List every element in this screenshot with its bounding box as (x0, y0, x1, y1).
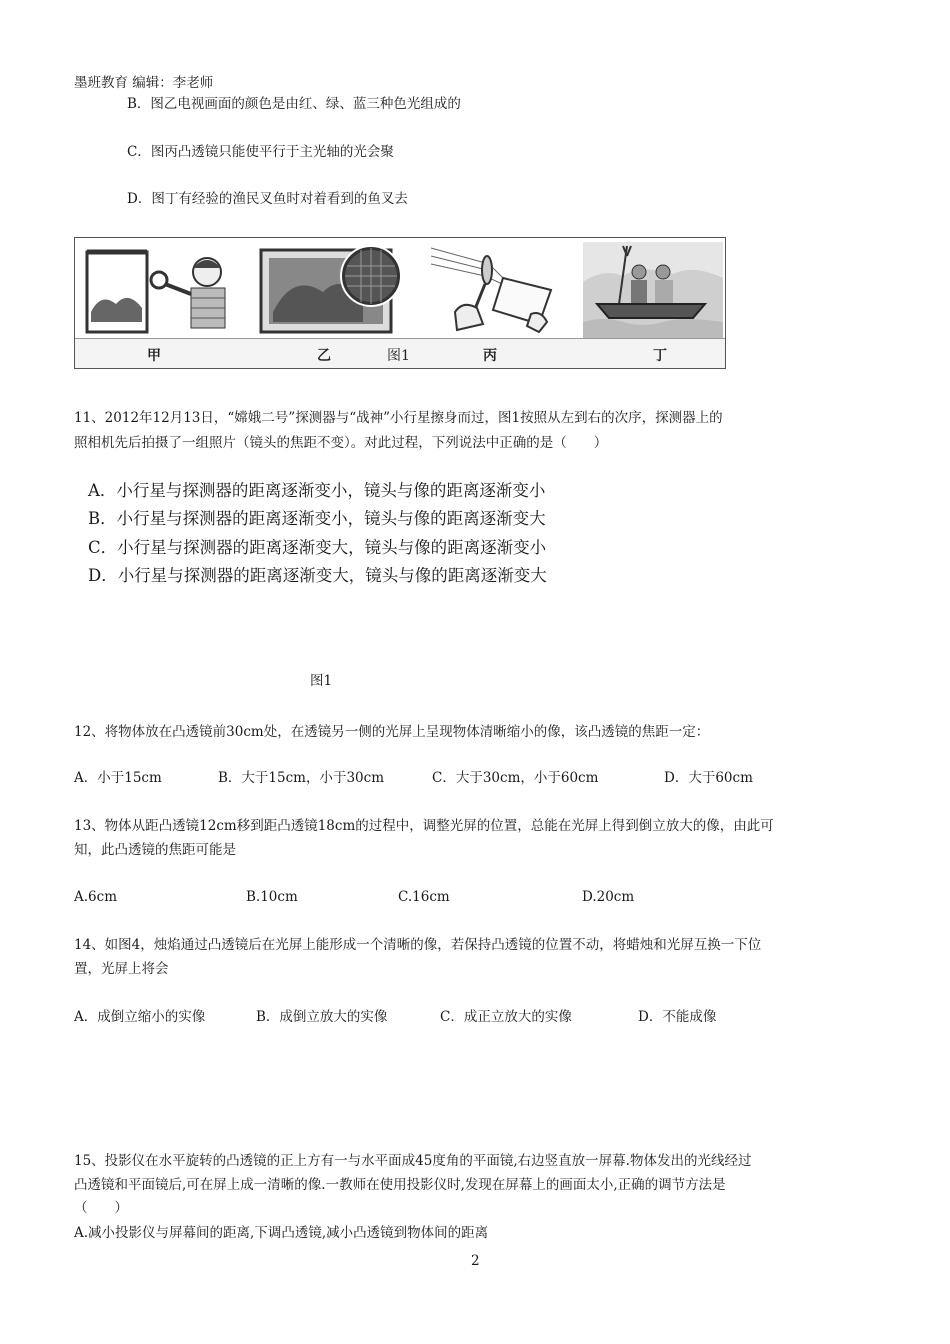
q13-option-b: B.10cm (246, 889, 298, 905)
q11-option-c: C．小行星与探测器的距离逐渐变大，镜头与像的距离逐渐变小 (88, 538, 547, 557)
q10-option-c: C．图丙凸透镜只能使平行于主光轴的光会聚 (127, 144, 394, 160)
q14-stem-line1: 14、如图4，烛焰通过凸透镜后在光屏上能形成一个清晰的像，若保持凸透镜的位置不动，将蜡烛和光屏互换一下位 (74, 937, 762, 953)
q13-option-d: D.20cm (582, 889, 635, 905)
q11-option-d: D．小行星与探测器的距离逐渐变大，镜头与像的距离逐渐变大 (88, 566, 547, 585)
q14-option-b: B．成倒立放大的实像 (256, 1009, 388, 1025)
q12-option-c: C．大于30cm，小于60cm (432, 770, 599, 786)
q12-option-a: A．小于15cm (74, 770, 162, 786)
q13-option-a: A.6cm (74, 889, 117, 905)
q15-option-a: A.减小投影仪与屏幕间的距离,下调凸透镜,减小凸透镜到物体间的距离 (74, 1225, 489, 1241)
q15-stem-line3: （ ） (74, 1200, 128, 1216)
q12-option-b: B．大于15cm，小于30cm (218, 770, 385, 786)
figure-1-panel (74, 237, 726, 369)
q13-option-c: C.16cm (398, 889, 450, 905)
caption-yi: 乙 (317, 348, 331, 364)
caption-bing: 丙 (483, 348, 497, 364)
caption-jia: 甲 (147, 348, 161, 364)
q10-option-d: D．图丁有经验的渔民叉鱼时对着看到的鱼叉去 (127, 191, 408, 207)
caption-ding: 丁 (653, 348, 667, 364)
q12-stem: 12、将物体放在凸透镜前30cm处，在透镜另一侧的光屏上呈现物体清晰缩小的像，该凸透镜的焦距一定： (74, 724, 710, 740)
q10-option-b: B．图乙电视画面的颜色是由红、绿、蓝三种色光组成的 (127, 96, 461, 112)
illustration-ding (583, 242, 723, 338)
q11-figure-label: 图1 (310, 673, 333, 689)
page-header: 墨班教育 编辑：李老师 (74, 75, 214, 91)
q14-option-d: D．不能成像 (638, 1009, 717, 1025)
q15-stem-line1: 15、投影仪在水平旋转的凸透镜的正上方有一与水平面成45度角的平面镜,右边竖直放一屏幕.物体发出的光线经过 (74, 1153, 752, 1169)
q15-stem-line2: 凸透镜和平面镜后,可在屏上成一清晰的像.一教师在使用投影仪时,发现在屏幕上的画面太小,正确的调节方法是 (74, 1177, 726, 1193)
illustration-yi (253, 242, 413, 338)
q14-stem-line2: 置，光屏上将会 (74, 961, 169, 977)
q11-stem-line1: 11、2012年12月13日，“嫦娥二号”探测器与“战神”小行星擦身而过，图1按照从左到右的次序，探测器上的 (74, 410, 723, 426)
illustration-jia (79, 242, 239, 338)
q11-option-b: B．小行星与探测器的距离逐渐变小，镜头与像的距离逐渐变大 (88, 509, 546, 528)
q11-option-a: A．小行星与探测器的距离逐渐变小，镜头与像的距离逐渐变小 (88, 481, 546, 500)
q14-option-c: C．成正立放大的实像 (440, 1009, 572, 1025)
q14-option-a: A．成倒立缩小的实像 (74, 1009, 206, 1025)
caption-figure-1: 图1 (387, 348, 410, 364)
page-number: 2 (471, 1253, 480, 1269)
q13-stem-line1: 13、物体从距凸透镜12cm移到距凸透镜18cm的过程中，调整光屏的位置，总能在光屏上得到倒立放大的像，由此可 (74, 818, 774, 834)
q13-stem-line2: 知，此凸透镜的焦距可能是 (74, 842, 236, 858)
illustration-bing (427, 242, 577, 338)
q12-option-d: D．大于60cm (664, 770, 753, 786)
q11-stem-line2: 照相机先后拍摄了一组照片（镜头的焦距不变）。对此过程，下列说法中正确的是（ ） (74, 435, 608, 451)
